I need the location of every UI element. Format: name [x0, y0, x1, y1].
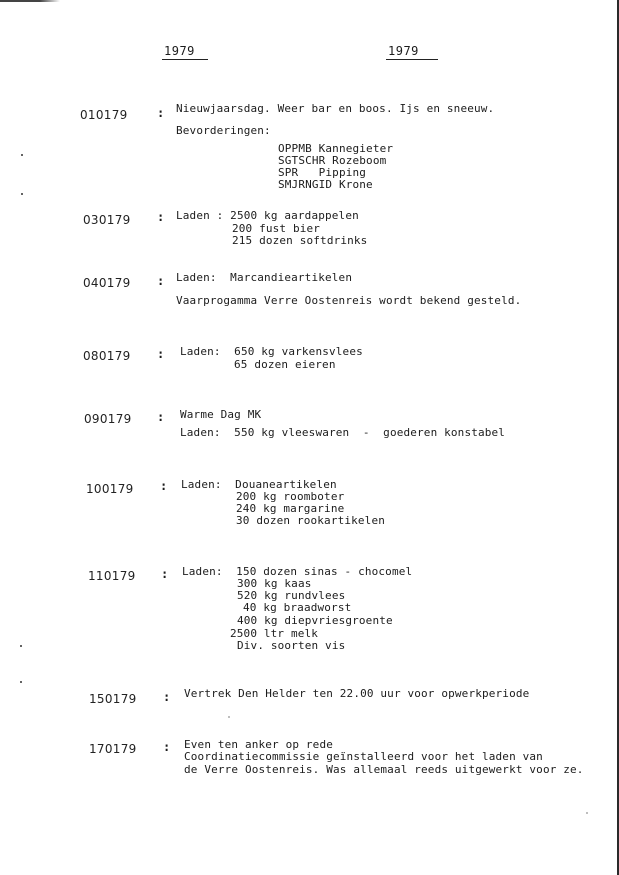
entry-colon: : — [157, 274, 165, 288]
header-year-left: 1979 — [164, 44, 204, 58]
entry-line: Laden: 550 kg vleeswaren - goederen konstabel — [180, 426, 506, 439]
entry-line: 400 kg diepvriesgroente — [237, 614, 393, 627]
entry-line: Laden: 150 dozen sinas - chocomel — [182, 565, 413, 578]
entry-date: 110179 — [88, 569, 136, 583]
entry-date: 080179 — [83, 349, 131, 363]
entry-colon: : — [161, 567, 169, 581]
entry-date: 010179 — [80, 108, 128, 122]
entry-line: 520 kg rundvlees — [237, 589, 346, 602]
entry-line: Laden: Marcandieartikelen — [176, 271, 353, 284]
entry-line: 200 fust bier — [232, 222, 321, 235]
margin-mark — [20, 681, 22, 683]
entry-line: 215 dozen softdrinks — [232, 234, 368, 247]
entry-line: OPPMB Kannegieter — [278, 142, 394, 155]
margin-mark — [21, 193, 23, 195]
entry-line: 40 kg braadworst — [243, 601, 352, 614]
entry-date: 090179 — [84, 412, 132, 426]
entry-date: 100179 — [86, 482, 134, 496]
entry-line: Laden: 650 kg varkensvlees — [180, 345, 363, 358]
entry-line: Laden: Douaneartikelen — [181, 478, 337, 491]
entry-line: Vaarprogamma Verre Oostenreis wordt bekend gesteld. — [176, 294, 522, 307]
entry-line: Warme Dag MK — [180, 408, 262, 421]
scan-speck — [228, 716, 230, 718]
entry-line: 65 dozen eieren — [234, 358, 336, 371]
entry-line: SGTSCHR Rozeboom — [278, 154, 387, 167]
entry-line: SPR Pipping — [278, 166, 367, 179]
entry-line: 200 kg roomboter — [236, 490, 345, 503]
entry-date: 170179 — [89, 742, 137, 756]
entry-line: Nieuwjaarsdag. Weer bar en boos. Ijs en sneeuw. — [176, 102, 495, 115]
margin-mark — [21, 154, 23, 156]
entry-line: Bevorderingen: — [176, 124, 271, 137]
entry-line: 300 kg kaas — [237, 577, 312, 590]
header-underline — [386, 59, 438, 60]
entry-colon: : — [157, 410, 165, 424]
entry-line: Laden : 2500 kg aardappelen — [176, 209, 359, 222]
entry-date: 150179 — [89, 692, 137, 706]
entry-date: 030179 — [83, 213, 131, 227]
entry-line: Vertrek Den Helder ten 22.00 uur voor opwerkperiode — [184, 687, 530, 700]
header-year-right: 1979 — [388, 44, 434, 58]
entry-line: Coordinatiecommissie geïnstalleerd voor het laden van — [184, 750, 543, 763]
entry-line: Div. soorten vis — [237, 639, 346, 652]
entry-line: 30 dozen rookartikelen — [236, 514, 385, 527]
entry-line: Even ten anker op rede — [184, 738, 333, 751]
margin-mark — [20, 645, 22, 647]
entry-date: 040179 — [83, 276, 131, 290]
header-underline — [162, 59, 208, 60]
entry-line: de Verre Oostenreis. Was allemaal reeds uitgewerkt voor ze. — [184, 763, 584, 776]
entry-colon: : — [163, 690, 171, 704]
entry-line: 2500 ltr melk — [230, 627, 319, 640]
entry-colon: : — [160, 479, 168, 493]
entry-line: 240 kg margarine — [236, 502, 345, 515]
entry-colon: : — [157, 106, 165, 120]
entry-colon: : — [157, 347, 165, 361]
entry-colon: : — [157, 210, 165, 224]
scan-speck — [586, 812, 588, 814]
entry-colon: : — [163, 740, 171, 754]
entry-line: SMJRNGID Krone — [278, 178, 373, 191]
